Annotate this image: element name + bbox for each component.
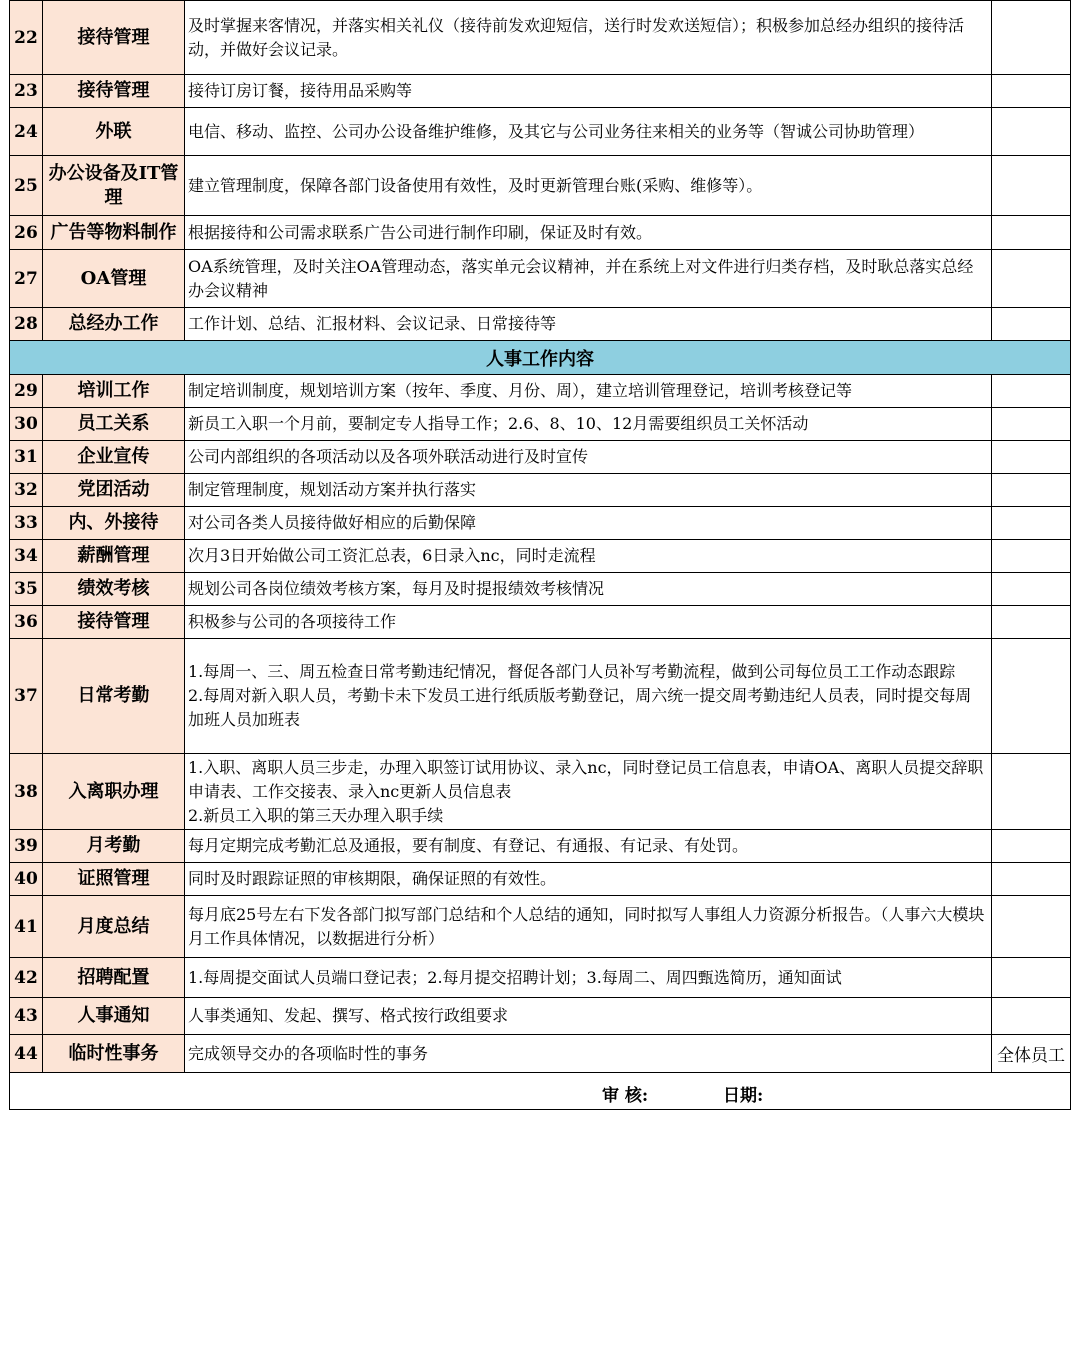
row-category: 接待管理 <box>43 75 185 108</box>
table-row <box>10 863 1071 896</box>
row-scope <box>992 308 1071 341</box>
row-description <box>185 474 992 507</box>
row-category: 办公设备及IT管理 <box>43 156 185 216</box>
row-scope <box>992 573 1071 606</box>
work-table-sheet <box>9 0 1070 1110</box>
row-category: 内、外接待 <box>43 507 185 540</box>
row-scope <box>992 863 1071 896</box>
row-category: 外联 <box>43 108 185 156</box>
row-scope <box>992 250 1071 308</box>
description-line: 及时掌握来客情况，并落实相关礼仪（接待前发欢迎短信，送行时发欢送短信）；积极参加总经办组织的接待活动，并做好会议记录。 <box>188 15 965 59</box>
row-scope <box>992 408 1071 441</box>
row-description <box>185 639 992 754</box>
row-number: 42 <box>10 958 43 998</box>
row-number: 31 <box>10 441 43 474</box>
row-scope <box>992 639 1071 754</box>
row-description <box>185 1 992 75</box>
row-description <box>185 540 992 573</box>
description-line: 人事类通知、发起、撰写、格式按行政组要求 <box>188 1006 509 1025</box>
row-scope <box>992 998 1071 1035</box>
description-line: 制定培训制度，规划培训方案（按年、季度、月份、周），建立培训管理登记，培训考核登记等 <box>188 381 853 400</box>
row-category: 接待管理 <box>43 1 185 75</box>
row-category: 薪酬管理 <box>43 540 185 573</box>
table-row <box>10 408 1071 441</box>
work-content-table <box>9 0 1071 1110</box>
table-row <box>10 507 1071 540</box>
row-scope <box>992 108 1071 156</box>
table-row <box>10 75 1071 108</box>
table-row <box>10 216 1071 250</box>
row-category: 临时性事务 <box>43 1035 185 1073</box>
description-line: 每月底25号左右下发各部门拟写部门总结和个人总结的通知，同时拟写人事组人力资源分析报告。（人事六大模块月工作具体情况，以数据进行分析） <box>188 904 985 948</box>
description-line: 积极参与公司的各项接待工作 <box>188 612 397 631</box>
description-line: 同时及时跟踪证照的审核期限，确保证照的有效性。 <box>188 869 557 888</box>
row-number: 22 <box>10 1 43 75</box>
description-line: 2.新员工入职的第三天办理入职手续 <box>188 805 444 825</box>
row-scope <box>992 1 1071 75</box>
row-scope <box>992 474 1071 507</box>
table-row <box>10 754 1071 830</box>
table-row <box>10 958 1071 998</box>
row-number: 41 <box>10 896 43 958</box>
row-number: 27 <box>10 250 43 308</box>
approval-footer <box>10 1073 1071 1110</box>
row-category: 广告等物料制作 <box>43 216 185 250</box>
row-description <box>185 1035 992 1073</box>
row-category: 月考勤 <box>43 830 185 863</box>
table-row <box>10 1 1071 75</box>
row-category: 人事通知 <box>43 998 185 1035</box>
row-scope <box>992 216 1071 250</box>
row-number: 32 <box>10 474 43 507</box>
row-scope <box>992 958 1071 998</box>
description-line: 1.每周提交面试人员端口登记表；2.每月提交招聘计划；3.每周二、周四甄选简历，通知面试 <box>188 967 842 987</box>
row-description <box>185 75 992 108</box>
description-line: 规划公司各岗位绩效考核方案，每月及时提报绩效考核情况 <box>188 579 605 598</box>
row-description <box>185 108 992 156</box>
row-scope <box>992 540 1071 573</box>
table-row <box>10 441 1071 474</box>
row-category: 接待管理 <box>43 606 185 639</box>
row-category: 证照管理 <box>43 863 185 896</box>
table-row <box>10 540 1071 573</box>
row-description <box>185 896 992 958</box>
description-line: 工作计划、总结、汇报材料、会议记录、日常接待等 <box>188 314 557 333</box>
row-description <box>185 216 992 250</box>
table-row <box>10 156 1071 216</box>
row-scope: 全体员工 <box>992 1035 1071 1073</box>
table-row <box>10 998 1071 1035</box>
table-row <box>10 639 1071 754</box>
description-line: 2.每周对新入职人员，考勤卡未下发员工进行纸质版考勤登记，周六统一提交周考勤违纪人员表，同时提交每周加班人员加班表 <box>188 686 972 729</box>
row-number: 23 <box>10 75 43 108</box>
review-label: 审 核: <box>602 1086 649 1106</box>
description-line: 电信、移动、监控、公司办公设备维护维修，及其它与公司业务往来相关的业务等（智诚公司协助管理） <box>188 121 925 141</box>
row-description <box>185 375 992 408</box>
table-row <box>10 375 1071 408</box>
table-row <box>10 474 1071 507</box>
description-line: 1.每周一、三、周五检查日常考勤违纪情况，督促各部门人员补写考勤流程，做到公司每位员工工作动态跟踪 <box>188 662 956 681</box>
row-category: 月度总结 <box>43 896 185 958</box>
row-number: 40 <box>10 863 43 896</box>
table-row <box>10 250 1071 308</box>
row-category: 总经办工作 <box>43 308 185 341</box>
row-category: 党团活动 <box>43 474 185 507</box>
row-scope <box>992 754 1071 830</box>
row-number: 38 <box>10 754 43 830</box>
row-description <box>185 998 992 1035</box>
row-description <box>185 441 992 474</box>
description-line: 建立管理制度，保障各部门设备使用有效性，及时更新管理台账(采购、维修等）。 <box>188 175 763 195</box>
row-description <box>185 573 992 606</box>
row-number: 35 <box>10 573 43 606</box>
description-line: 完成领导交办的各项临时性的事务 <box>188 1043 429 1063</box>
table-row <box>10 606 1071 639</box>
row-scope <box>992 830 1071 863</box>
section-title-hr: 人事工作内容 <box>10 341 1071 375</box>
description-line: 每月定期完成考勤汇总及通报，要有制度、有登记、有通报、有记录、有处罚。 <box>188 836 749 855</box>
row-description <box>185 863 992 896</box>
row-scope <box>992 441 1071 474</box>
row-number: 30 <box>10 408 43 441</box>
description-line: 1.入职、离职人员三步走，办理入职签订试用协议、录入nc，同时登记员工信息表，申请OA、离职人员提交辞职申请表、工作交接表、录入nc更新人员信息表 <box>188 757 984 801</box>
row-description <box>185 507 992 540</box>
row-description <box>185 408 992 441</box>
row-category: 企业宣传 <box>43 441 185 474</box>
description-line: 制定管理制度，规划活动方案并执行落实 <box>188 480 477 499</box>
row-number: 26 <box>10 216 43 250</box>
row-description <box>185 250 992 308</box>
row-description <box>185 754 992 830</box>
table-row <box>10 830 1071 863</box>
row-number: 33 <box>10 507 43 540</box>
row-number: 29 <box>10 375 43 408</box>
table-row <box>10 573 1071 606</box>
row-number: 36 <box>10 606 43 639</box>
row-category: 培训工作 <box>43 375 185 408</box>
row-scope <box>992 156 1071 216</box>
row-scope <box>992 507 1071 540</box>
date-label: 日期: <box>723 1086 764 1106</box>
description-line: 根据接待和公司需求联系广告公司进行制作印刷，保证及时有效。 <box>188 222 653 242</box>
row-number: 44 <box>10 1035 43 1073</box>
row-description <box>185 308 992 341</box>
row-category: OA管理 <box>43 250 185 308</box>
table-row <box>10 1035 1071 1073</box>
description-line: 新员工入职一个月前，要制定专人指导工作；2.6、8、10、12月需要组织员工关怀活动 <box>188 414 809 433</box>
row-category: 招聘配置 <box>43 958 185 998</box>
table-row <box>10 896 1071 958</box>
row-category: 绩效考核 <box>43 573 185 606</box>
row-category: 入离职办理 <box>43 754 185 830</box>
description-line: 次月3日开始做公司工资汇总表，6日录入nc，同时走流程 <box>188 546 596 565</box>
row-scope <box>992 896 1071 958</box>
row-number: 24 <box>10 108 43 156</box>
description-line: 对公司各类人员接待做好相应的后勤保障 <box>188 513 477 532</box>
description-line: OA系统管理，及时关注OA管理动态，落实单元会议精神，并在系统上对文件进行归类存档，及时耿总落实总经办会议精神 <box>188 256 974 300</box>
row-number: 37 <box>10 639 43 754</box>
row-number: 39 <box>10 830 43 863</box>
row-category: 员工关系 <box>43 408 185 441</box>
row-scope <box>992 606 1071 639</box>
table-row <box>10 308 1071 341</box>
row-number: 28 <box>10 308 43 341</box>
row-scope <box>992 75 1071 108</box>
description-line: 公司内部组织的各项活动以及各项外联活动进行及时宣传 <box>188 447 589 466</box>
description-line: 接待订房订餐，接待用品采购等 <box>188 81 413 100</box>
row-number: 25 <box>10 156 43 216</box>
row-number: 34 <box>10 540 43 573</box>
row-category: 日常考勤 <box>43 639 185 754</box>
row-description <box>185 958 992 998</box>
row-scope <box>992 375 1071 408</box>
row-description <box>185 830 992 863</box>
row-number: 43 <box>10 998 43 1035</box>
table-row <box>10 108 1071 156</box>
row-description <box>185 606 992 639</box>
row-description <box>185 156 992 216</box>
